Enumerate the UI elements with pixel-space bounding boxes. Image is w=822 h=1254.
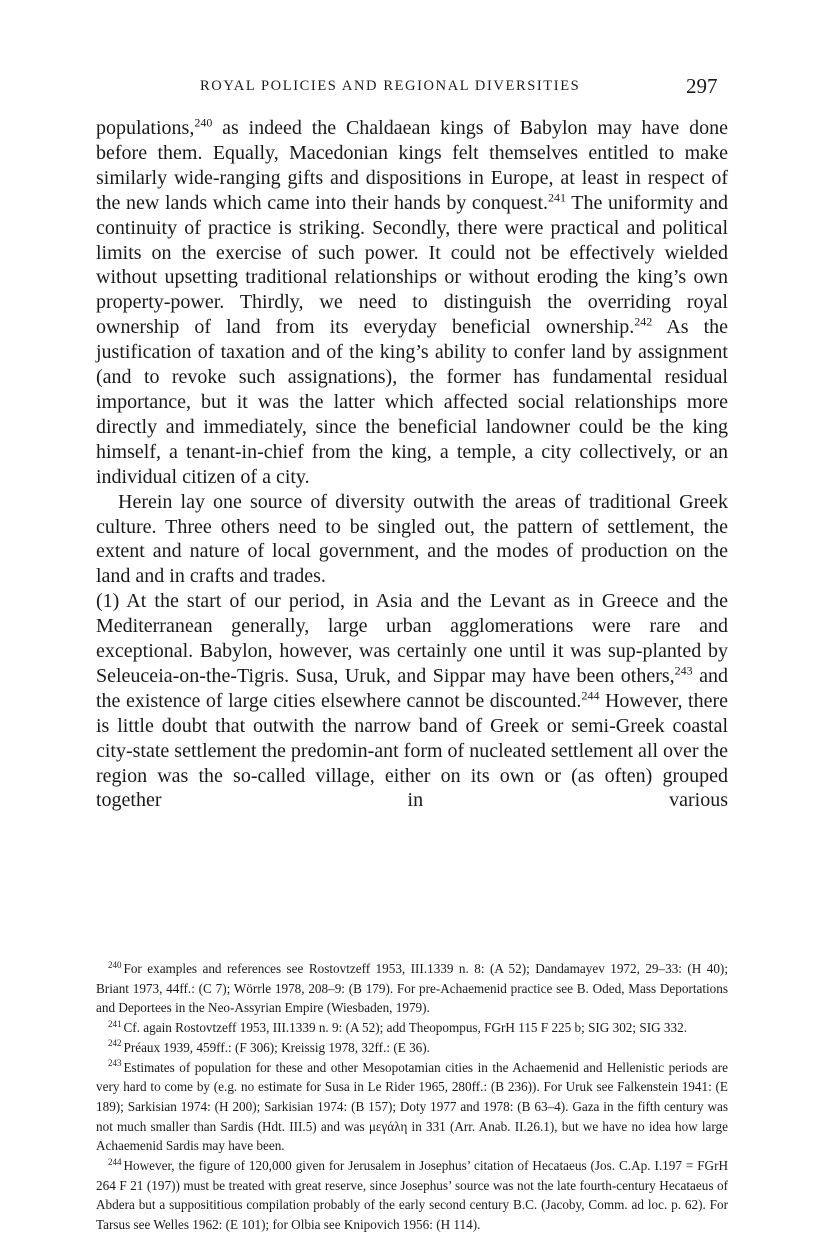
footnote-number: 240 xyxy=(108,959,122,970)
footnote xyxy=(96,1058,728,1157)
footnote-text: Préaux 1939, 459ff.: (F 306); Kreissig 1978, 32ff.: (E 36). xyxy=(123,1039,430,1055)
footnote xyxy=(96,1038,728,1058)
footnote-number: 241 xyxy=(108,1018,122,1029)
paragraph-2: Herein lay one source of diversity outwith the areas of traditional Greek culture. Three others need to be singled out, the pattern of settlement, the extent and nature of local government, and the modes of production on the land and in crafts and trades. xyxy=(96,490,728,588)
paragraph-1 xyxy=(96,116,728,490)
footnote-number: 244 xyxy=(108,1156,122,1167)
footnote-number: 242 xyxy=(108,1038,122,1049)
running-title: ROYAL POLICIES AND REGIONAL DIVERSITIES xyxy=(200,78,581,94)
footnote-ref: 240 xyxy=(194,115,213,130)
paragraph-text: and the existence of large cities elsewhere cannot be discounted. xyxy=(96,664,728,712)
footnotes xyxy=(96,959,728,1235)
paragraph-3 xyxy=(96,589,728,813)
footnote-ref: 243 xyxy=(674,663,693,678)
footnote-text: For examples and references see Rostovtzeff 1953, III.1339 n. 8: (A 52); Dandamayev 1972, 29–33: (H 40); Briant 1973, 44ff.: (C 7); Wörrle 1978, 208–9: (B 179). For pre-Achaemenid practice see B. Oded, Mass Deportations and Deportees in the Neo-Assyrian Empire (Wiesbaden, 1979). xyxy=(96,961,728,1016)
footnote xyxy=(96,1156,728,1235)
paragraph-text: as indeed the Chaldaean kings of Babylon may have done before them. Equally, Macedonian kings felt themselves entitled to make similarly wide-ranging gifts and dispositions in Europe, at least in respect of the new lands which came into their hands by conquest. xyxy=(96,117,728,214)
paragraph-text: The uniformity and continuity of practice is striking. Secondly, there were practical and political limits on the exercise of such power. It could not be effectively wielded without upsetting traditional relationships or without eroding the king’s own property-power. Thirdly, we need to distinguish the overriding royal ownership of land from its everyday beneficial ownership. xyxy=(96,191,728,339)
paragraph-text: populations, xyxy=(96,117,195,139)
paragraph-text: (1) At the start of our period, in Asia and the Levant as in Greece and the Mediterranean generally, large urban agglomerations were rare and exceptional. Babylon, however, was certainly one until it was sup-planted by Seleuceia-on-the-Tigris. Susa, Uruk, and Sippar may have been others, xyxy=(96,590,728,687)
footnote-text: However, the figure of 120,000 given for Jerusalem in Josephus’ citation of Hecataeus (Jos. C.Ap. I.197 = FGrH 264 F 21 (197)) must be treated with great reserve, since Josephus’ source was not the late fourth-century Hecataeus of Abdera but a supposititious compilation probably of the early second century B.C. (Jacoby, Comm. ad loc. p. 62). For Tarsus see Welles 1962: (E 101); for Olbia see Knipovich 1956: (H 114). xyxy=(96,1158,728,1233)
footnote xyxy=(96,959,728,1018)
footnote xyxy=(96,1018,728,1038)
footnote-ref: 241 xyxy=(548,190,567,205)
footnote-number: 243 xyxy=(108,1058,122,1069)
page-number: 297 xyxy=(686,74,718,98)
footnote-ref: 244 xyxy=(581,688,600,703)
paragraph-text: However, there is little doubt that outwith the narrow band of Greek or semi-Greek coastal city-state settlement the predomin-ant form of nucleated settlement all over the region was the so-called village, either on its own or (as often) grouped together in various xyxy=(96,689,728,812)
footnote-text: Cf. again Rostovtzeff 1953, III.1339 n. 9: (A 52); add Theopompus, FGrH 115 F 225 b; SIG 302; SIG 332. xyxy=(123,1020,687,1036)
footnote-text: Estimates of population for these and other Mesopotamian cities in the Achaemenid and Hellenistic periods are very hard to come by (e.g. no estimate for Susa in Le Rider 1965, 280ff.: (B 236)). For Uruk see Falkenstein 1941: (E 189); Sarkisian 1974: (H 200); Sarkisian 1974: (B 157); Doty 1977 and 1978: (B 63–4). Gaza in the fifth century was not much smaller than Sardis (Hdt. III.5) and was μεγάλη in 331 (Arr. Anab. II.26.1), but we have no idea how large Achaemenid Sardis may have been. xyxy=(96,1059,728,1154)
main-text xyxy=(96,116,728,813)
footnote-ref: 242 xyxy=(634,314,653,329)
paragraph-text: As the justification of taxation and of the king’s ability to confer land by assignment (and to revoke such assignations), the former has fundamental residual importance, but it was the latter which affected social relationships more directly and immediately, since the beneficial landowner could be the king himself, a tenant-in-chief from the king, a temple, a city collectively, or an individual citizen of a city. xyxy=(96,316,728,488)
